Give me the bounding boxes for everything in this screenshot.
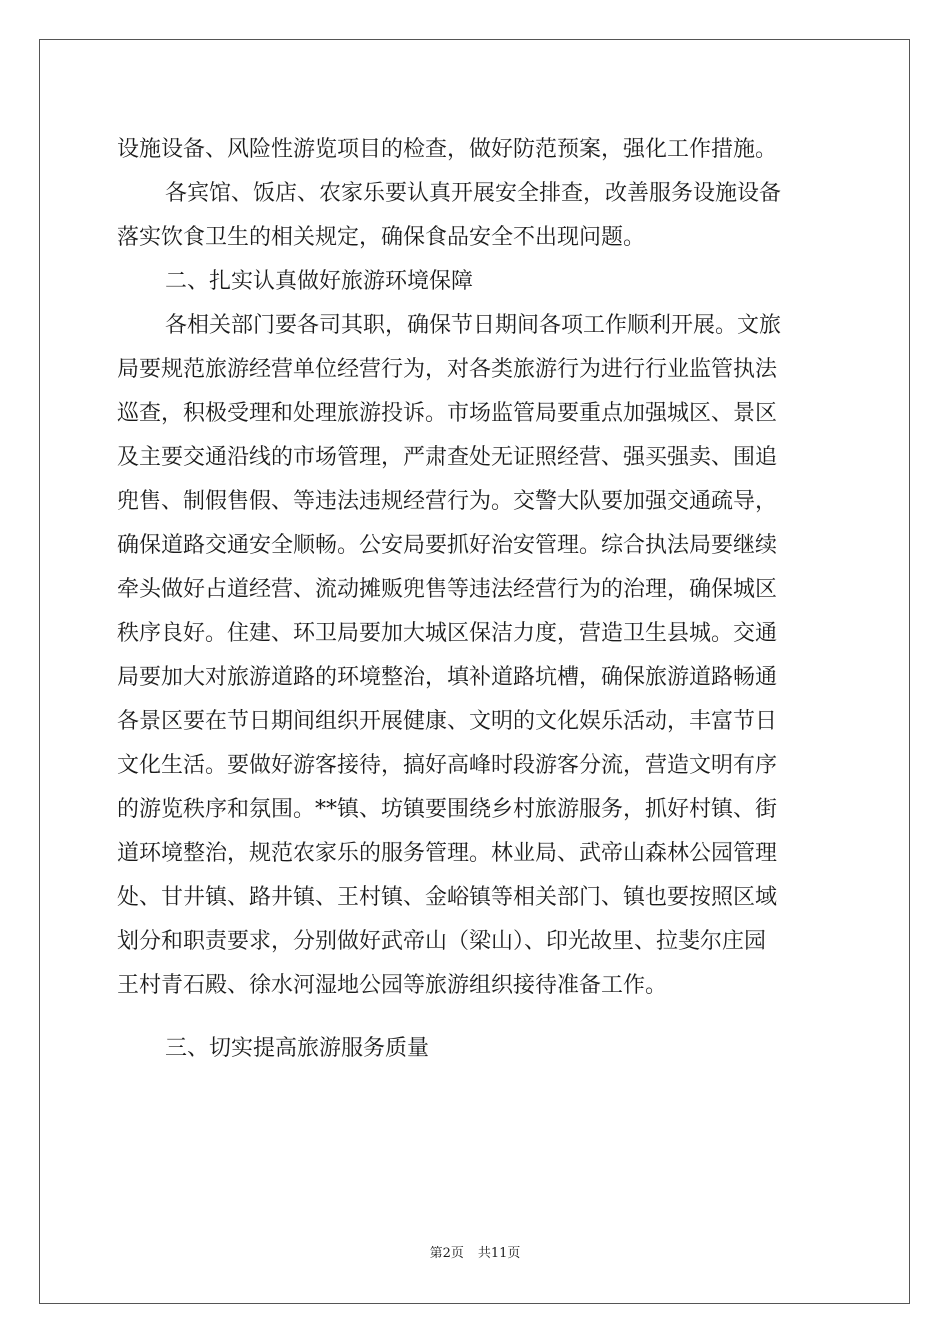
paragraph-start-line: 各相关部门要各司其职，确保节日期间各项工作顺利开展。文旅 <box>165 313 782 338</box>
text-line: 落实饮食卫生的相关规定，确保食品安全不出现问题。 <box>117 225 646 250</box>
section-heading-3: 三、切实提高旅游服务质量 <box>165 1036 430 1061</box>
text-line: 及主要交通沿线的市场管理，严肃查处无证照经营、强买强卖、围追 <box>117 445 778 470</box>
document-body <box>117 128 837 1071</box>
text-line: 牵头做好占道经营、流动摊贩兜售等违法经营行为的治理，确保城区 <box>117 577 778 602</box>
text-line: 确保道路交通安全顺畅。公安局要抓好治安管理。综合执法局要继续 <box>117 533 778 558</box>
text-line: 局要规范旅游经营单位经营行为，对各类旅游行为进行行业监管执法 <box>117 357 778 382</box>
text-line: 巡查，积极受理和处理旅游投诉。市场监管局要重点加强城区、景区 <box>117 401 778 426</box>
text-line: 设施设备、风险性游览项目的检查，做好防范预案，强化工作措施。 <box>117 137 778 162</box>
section-heading-2: 二、扎实认真做好旅游环境保障 <box>165 269 474 294</box>
text-line: 划分和职责要求，分别做好武帝山（梁山）、印光故里、拉斐尔庄园 <box>117 929 767 954</box>
page-number: 第2页 <box>429 1246 464 1261</box>
total-pages: 共11页 <box>477 1246 521 1261</box>
text-line: 文化生活。要做好游客接待，搞好高峰时段游客分流，营造文明有序 <box>117 753 778 778</box>
text-line: 秩序良好。住建、环卫局要加大城区保洁力度，营造卫生县城。交通 <box>117 621 778 646</box>
text-line: 道环境整治，规范农家乐的服务管理。林业局、武帝山森林公园管理 <box>117 841 778 866</box>
text-line: 兜售、制假售假、等违法违规经营行为。交警大队要加强交通疏导， <box>117 489 778 514</box>
text-line: 局要加大对旅游道路的环境整治，填补道路坑槽，确保旅游道路畅通 <box>117 665 778 690</box>
text-line: 处、甘井镇、路井镇、王村镇、金峪镇等相关部门、镇也要按照区域 <box>117 885 778 910</box>
page-footer <box>0 1245 950 1263</box>
text-line: 王村青石殿、徐水河湿地公园等旅游组织接待准备工作。 <box>117 973 668 998</box>
text-line: 各景区要在节日期间组织开展健康、文明的文化娱乐活动，丰富节日 <box>117 709 778 734</box>
text-line: 的游览秩序和氛围。**镇、坊镇要围绕乡村旅游服务，抓好村镇、街 <box>117 797 778 822</box>
paragraph-start-line: 各宾馆、饭店、农家乐要认真开展安全排查，改善服务设施设备 <box>165 181 782 206</box>
